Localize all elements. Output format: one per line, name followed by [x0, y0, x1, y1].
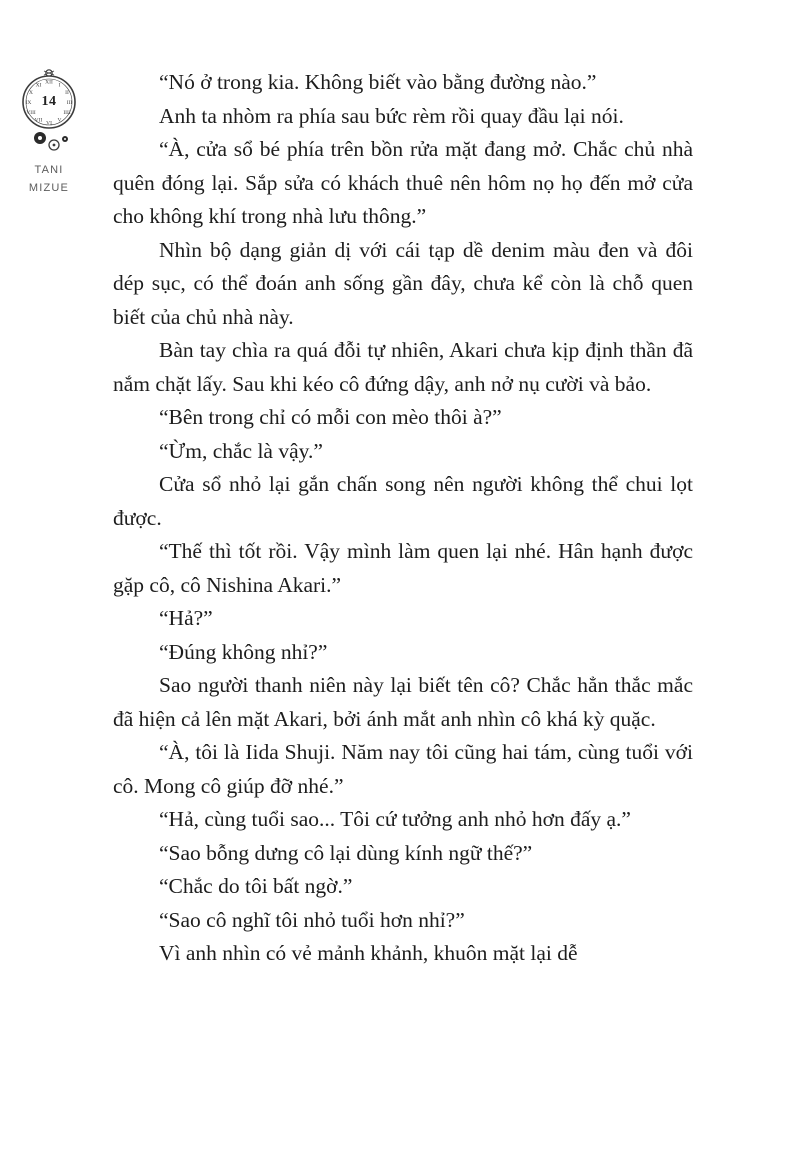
paragraph: Nhìn bộ dạng giản dị với cái tạp dề denim màu đen và đôi dép sục, có thể đoán anh sống gần đây, chưa kể còn là chỗ quen biết của chủ nhà này. — [113, 237, 693, 329]
svg-text:XII: XII — [45, 79, 53, 86]
svg-text:I: I — [58, 82, 61, 89]
body-text — [113, 66, 693, 971]
paragraph: Anh ta nhòm ra phía sau bức rèm rồi quay đầu lại nói. — [159, 103, 624, 128]
paragraph: Cửa sổ nhỏ lại gắn chấn song nên người không thể chui lọt được. — [113, 472, 693, 530]
paragraph: Bàn tay chìa ra quá đỗi tự nhiên, Akari chưa kịp định thần đã nắm chặt lấy. Sau khi kéo cô đứng dậy, anh nở nụ cười và bảo. — [113, 338, 693, 396]
author-line-2: MIZUE — [28, 182, 70, 194]
paragraph: “Hả?” — [159, 606, 213, 630]
svg-text:III: III — [66, 100, 73, 106]
clock-icon — [19, 66, 79, 162]
clock-icon-art — [19, 66, 79, 162]
paragraph: “Bên trong chỉ có mỗi con mèo thôi à?” — [159, 405, 502, 429]
page-number: 14 — [41, 94, 57, 109]
paragraph: “Hả, cùng tuổi sao... Tôi cứ tưởng anh nhỏ hơn đấy ạ.” — [159, 807, 631, 831]
svg-text:IIII: IIII — [63, 110, 71, 116]
svg-text:XI: XI — [35, 82, 42, 89]
paragraph: “À, cửa sổ bé phía trên bồn rửa mặt đang mở. Chắc chủ nhà quên đóng lại. Sắp sửa có khách thuê nên hôm nọ họ đến mở cửa cho không khí trong nhà lưu thông.” — [113, 137, 693, 228]
paragraph: Sao người thanh niên này lại biết tên cô? Chắc hẳn thắc mắc đã hiện cả lên mặt Akari, bởi ánh mắt anh nhìn cô khá kỳ quặc. — [113, 673, 693, 731]
paragraph: “Ừm, chắc là vậy.” — [159, 438, 323, 463]
paragraph: “Thế thì tốt rồi. Vậy mình làm quen lại nhé. Hân hạnh được gặp cô, cô Nishina Akari.” — [113, 539, 693, 597]
svg-text:VIII: VIII — [26, 110, 36, 116]
paragraph: “Chắc do tôi bất ngờ.” — [159, 874, 353, 898]
author-name — [12, 161, 86, 197]
svg-text:IX: IX — [25, 100, 32, 106]
paragraph: Vì anh nhìn có vẻ mảnh khảnh, khuôn mặt lại dễ — [159, 941, 578, 965]
svg-text:V: V — [57, 117, 62, 124]
svg-text:II: II — [65, 90, 69, 96]
svg-text:VII: VII — [34, 117, 43, 124]
svg-text:VI: VI — [46, 120, 52, 127]
paragraph: “À, tôi là Iida Shuji. Năm nay tôi cũng hai tám, cùng tuổi với cô. Mong cô giúp đỡ nhé.” — [113, 740, 693, 798]
paragraph: “Nó ở trong kia. Không biết vào bằng đường nào.” — [159, 70, 597, 94]
svg-text:X: X — [29, 90, 33, 96]
paragraph: “Sao cô nghĩ tôi nhỏ tuổi hơn nhỉ?” — [159, 907, 465, 932]
author-line-1: TANI — [34, 164, 64, 176]
paragraph: “Sao bỗng dưng cô lại dùng kính ngữ thế?” — [159, 840, 533, 865]
paragraph: “Đúng không nhỉ?” — [159, 639, 328, 664]
